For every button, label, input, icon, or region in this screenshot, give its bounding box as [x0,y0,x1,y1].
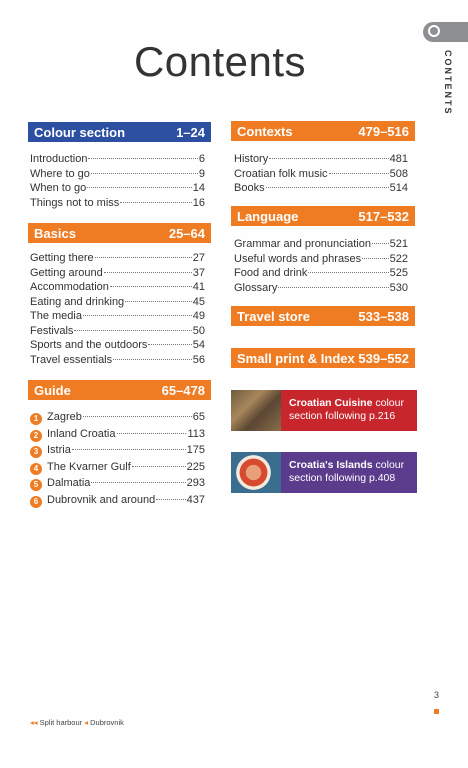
toc-entry-page: 14 [192,182,205,194]
toc-entry-label [30,181,86,196]
section-title: Contexts [237,123,293,139]
toc-entry-text: Accommodation [30,281,109,293]
cuisine-photo [231,390,281,431]
toc-entry [30,426,205,443]
toc-entry-text: Istria [47,444,71,456]
toc-entry [30,475,205,492]
toc-entry-page: 27 [192,252,205,264]
toc-entry-text: Zagreb [47,411,82,423]
toc-entry-label [30,280,109,295]
dot-leader [91,482,185,483]
promo-text-1: colour [372,459,405,471]
toc-entry [30,409,205,426]
toc-entry-label [234,252,361,267]
toc-entry-label [234,281,277,296]
chapter-number-badge: 6 [30,496,42,508]
toc-entry-page: 521 [389,238,408,250]
dot-leader [132,466,186,467]
islands-photo [231,452,281,493]
circle-icon [428,25,440,37]
toc-entry-page: 530 [389,281,408,294]
section-pages: 65–478 [161,382,205,398]
toc-entry-page: 293 [186,477,205,489]
toc-entry-page: 45 [192,295,205,308]
section-pages: 25–64 [168,225,205,241]
dot-leader [113,359,192,360]
side-tab-label: CONTENTS [443,50,453,116]
dot-leader [83,315,192,316]
dot-leader [125,301,192,302]
dot-leader [266,187,389,188]
basics-header [28,223,211,243]
chapter-number-badge: 1 [30,413,42,425]
guide-list [30,409,205,508]
toc-entry [30,492,205,509]
dot-leader [372,243,389,244]
toc-entry-label [30,459,131,476]
toc-entry-text: Travel essentials [30,353,113,366]
toc-entry [30,181,205,196]
toc-entry [30,280,205,295]
toc-entry-text: Books [234,182,265,194]
toc-entry [30,324,205,339]
toc-entry-text: Glossary [234,281,278,294]
toc-entry-page: 37 [192,266,205,279]
toc-entry-page: 514 [389,182,408,194]
croatias-islands-promo [231,452,417,493]
toc-entry-text: Useful words and phrases [234,252,362,265]
toc-entry-page: 525 [389,267,408,279]
promo-text [281,452,417,493]
toc-entry-label [234,266,307,281]
toc-entry [30,196,205,211]
colour-section-header [28,122,211,142]
section-pages: 479–516 [358,123,409,139]
section-pages: 533–538 [358,308,409,324]
toc-entry-text: The Kvarner Gulf [47,460,131,473]
dot-leader [104,272,192,273]
toc-entry [30,295,205,310]
chapter-number-badge: 4 [30,463,42,475]
toc-entry-page: 175 [186,444,205,456]
toc-entry-page: 65 [192,411,205,423]
toc-entry-text: Dubrovnik and around [47,493,156,506]
toc-entry-label [30,475,90,492]
toc-entry-label [234,167,328,182]
toc-entry-label [30,324,73,339]
toc-entry-text: Grammar and pronunciation [234,238,371,250]
promo-text-2: section following p.408 [289,472,396,484]
contexts-header [231,121,415,141]
guide-header [28,380,211,400]
toc-entry [30,167,205,182]
chapter-number-badge: 2 [30,430,42,442]
toc-entry-label [30,196,119,211]
toc-entry-text: Sports and the outdoors [30,339,148,351]
dot-leader [308,272,388,273]
toc-entry-label [30,353,112,368]
toc-entry-label [30,251,94,266]
toc-entry [30,152,205,167]
dot-leader [362,258,388,259]
toc-entry-page: 49 [192,310,205,322]
toc-entry-page: 41 [192,281,205,293]
contexts-list [234,152,408,196]
dot-leader [83,416,192,417]
language-list [234,237,408,295]
toc-entry-page: 481 [389,153,408,165]
dot-leader [148,344,191,345]
toc-entry-page: 50 [192,324,205,337]
toc-entry-page: 508 [389,167,408,180]
toc-entry-text: Getting around [30,266,103,279]
toc-entry-label [234,152,268,167]
toc-entry-text: The media [30,310,82,322]
toc-entry [30,442,205,459]
dot-leader [278,287,388,288]
section-title: Basics [34,225,76,241]
toc-entry-label [30,152,87,167]
toc-entry-text: History [234,153,269,165]
dot-leader [74,330,191,331]
toc-entry-text: Introduction [30,153,88,165]
dot-leader [120,202,191,203]
croatian-cuisine-promo [231,390,417,431]
toc-entry-label [30,295,124,310]
toc-entry-label [30,442,71,459]
toc-entry-page: 56 [192,353,205,366]
toc-entry [234,252,408,267]
dot-leader [87,187,191,188]
toc-entry-page: 9 [198,167,205,180]
toc-entry-text: Eating and drinking [30,295,125,308]
toc-entry-label [30,409,82,426]
toc-entry-label [234,181,265,196]
small-print-header [231,348,415,368]
dot-leader [110,286,192,287]
toc-entry-text: Festivals [30,324,74,337]
dot-leader [88,158,197,159]
toc-entry [234,237,408,252]
promo-title: Croatian Cuisine [289,397,373,409]
arrow-left-icon: ◂ [84,718,89,727]
orange-square-marker [434,709,439,714]
dot-leader [91,173,198,174]
toc-entry-page: 113 [187,427,205,440]
dot-leader [156,499,185,500]
basics-list [30,251,205,367]
section-pages: 1–24 [176,124,205,140]
promo-text-2: section following p.216 [289,410,396,422]
page-number: 3 [434,690,440,700]
toc-entry-label [30,426,116,443]
toc-entry-text: When to go [30,182,87,194]
toc-entry-label [30,266,103,281]
section-title: Guide [34,382,71,398]
toc-entry-text: Getting there [30,252,94,264]
chapter-number-badge: 3 [30,446,42,458]
toc-entry-label [30,338,147,353]
toc-entry [30,353,205,368]
toc-entry [30,309,205,324]
toc-entry-label [30,167,90,182]
caption-right: Dubrovnik [90,718,124,727]
toc-entry-text: Dalmatia [47,477,91,489]
section-title: Colour section [34,124,126,140]
toc-entry-page: 6 [198,153,205,165]
toc-entry-page: 522 [389,252,408,265]
toc-entry-label [30,309,82,324]
toc-entry [30,266,205,281]
toc-entry-page: 437 [186,493,205,506]
dot-leader [95,257,192,258]
dot-leader [329,173,389,174]
travel-store-header [231,306,415,326]
promo-text-1: colour [372,397,404,409]
toc-entry-text: Food and drink [234,267,308,279]
toc-entry-page: 225 [186,460,205,473]
toc-entry [234,167,408,182]
photo-caption [30,718,124,727]
dot-leader [269,158,388,159]
toc-entry-label [30,492,155,509]
page-title: Contents [133,38,307,85]
toc-entry-page: 54 [192,339,205,351]
double-arrow-left-icon: ◂◂ [30,718,38,727]
section-pages: 517–532 [358,208,409,224]
promo-text [281,390,417,431]
toc-entry [30,251,205,266]
toc-entry-page: 16 [192,196,205,209]
dot-leader [72,449,186,450]
chapter-number-badge: 5 [30,479,42,491]
promo-title: Croatia's Islands [289,459,373,471]
dot-leader [117,433,187,434]
toc-entry-text: Things not to miss [30,196,120,209]
toc-entry-text: Croatian folk music [234,167,328,180]
toc-entry [30,338,205,353]
toc-entry [234,181,408,196]
toc-entry [30,459,205,476]
section-pages: 539–552 [358,350,409,366]
toc-entry [234,281,408,296]
toc-entry-text: Where to go [30,167,90,180]
section-title: Language [237,208,299,224]
caption-left: Split harbour [39,718,83,727]
section-title: Travel store [237,308,310,324]
toc-entry [234,266,408,281]
toc-entry [234,152,408,167]
section-title: Small print & Index [237,350,355,366]
toc-entry-text: Inland Croatia [47,427,116,440]
toc-entry-label [234,237,371,252]
colour-section-list [30,152,205,210]
language-header [231,206,415,226]
